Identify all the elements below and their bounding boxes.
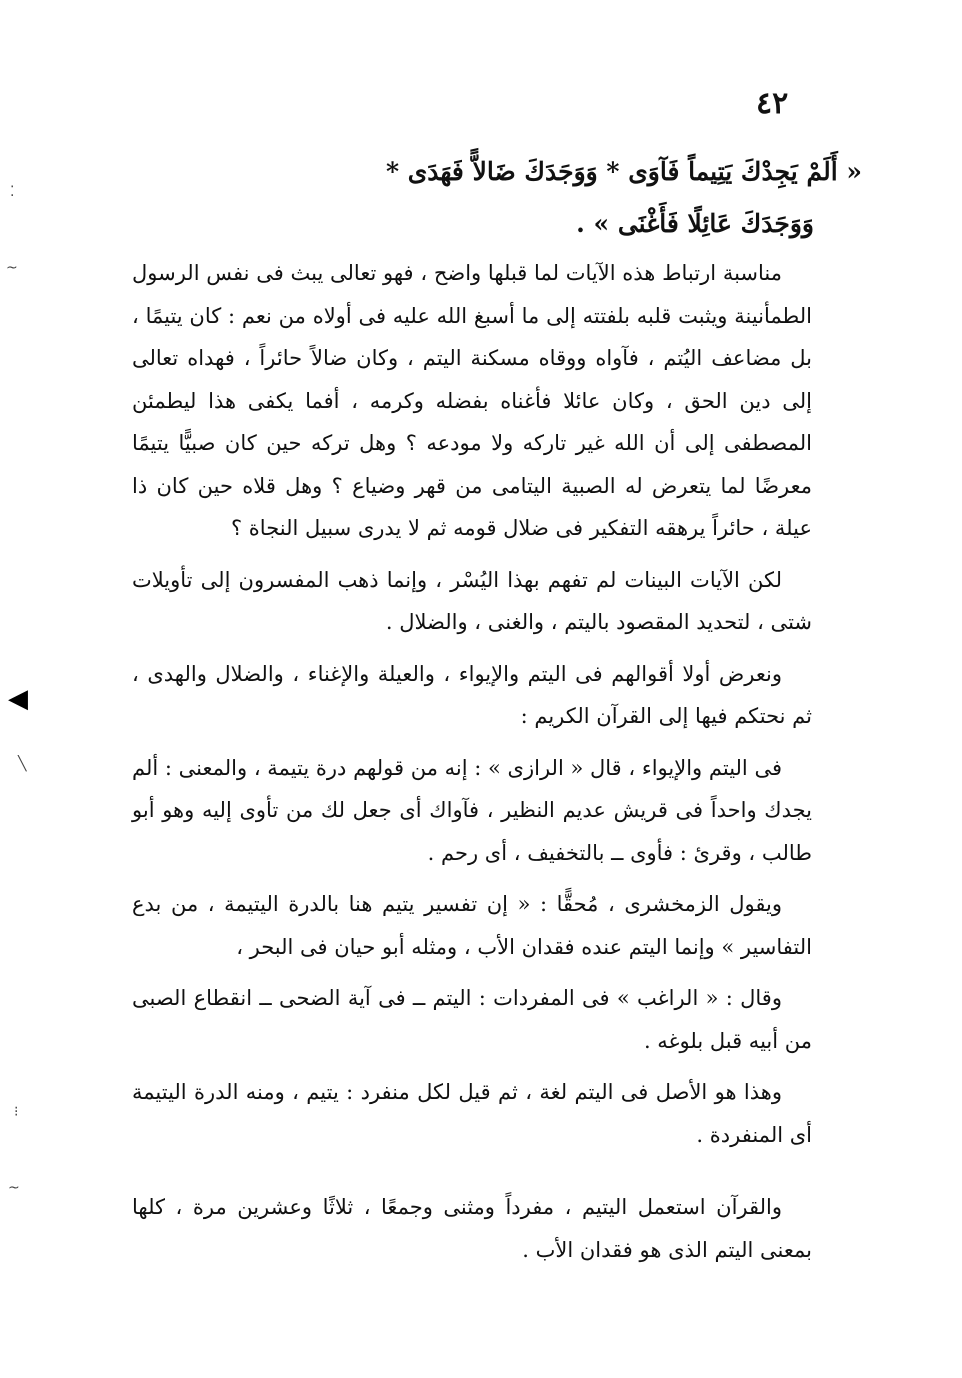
margin-speck: ~ — [6, 260, 18, 276]
paragraph-quran-usage: والقرآن استعمل اليتيم ، مفرداً ومثنى وجمعًا ، ثلاثًا وعشرين مرة ، كلها بمعنى اليتم الذى هو فقدان الأب . — [132, 1195, 812, 1262]
paragraph-interpretations: لكن الآيات البينات لم تفهم بهذا اليُسْر ، وإنما ذهب المفسرون إلى تأويلات شتى ، لتحديد المقصود باليتم ، والغنى ، والضلال . — [132, 567, 812, 634]
verse-line-1: « أَلَمْ يَجِدْكَ يَتِيماً فَآوَى * وَوَجَدَكَ ضَالاًّ فَهَدَى * — [385, 157, 862, 186]
page-number: ٤٢ — [756, 86, 789, 121]
paragraph-plan: ونعرض أولا أقوالهم فى اليتم والإيواء ، والعيلة والإغناء ، والضلال والهدى ، ثم نحتكم فيها إلى القرآن الكريم : — [132, 661, 812, 728]
margin-speck: ⁝ — [14, 1104, 19, 1120]
margin-speck: ⁚ — [10, 184, 15, 200]
body-text — [132, 252, 812, 1280]
paragraph-origin: وهذا هو الأصل فى اليتم لغة ، ثم قيل لكل منفرد : يتيم ، ومنه الدرة اليتيمة أى المنفردة . — [132, 1080, 812, 1147]
margin-speck: ╲ — [18, 756, 27, 772]
verse-line-2: وَوَجَدَكَ عَائِلًا فَأَغْنَى » . — [576, 209, 814, 238]
paragraph-raghib: وقال : « الراغب » فى المفردات : اليتم ــ فى آية الضحى ــ انقطاع الصبى من أبيه قبل بلوغه . — [132, 986, 812, 1053]
quran-verse — [122, 146, 862, 250]
paragraph-context: مناسبة ارتباط هذه الآيات لما قبلها واضح ، فهو تعالى يبث فى نفس الرسول الطمأنينة ويثبت قلبه بلفتته إلى ما أسبغ الله عليه فى أولاه من نعم : كان يتيمًا ، بل مضاعف اليُتم ، فآواه ووقاه مسكنة اليتم ، وكان ضالاً حائراً ، فهداه تعالى إلى دين الحق ، وكان عائلا فأغناه بفضله وكرمه ، أفما يكفى هذا ليطمئن المصطفى إلى أن الله غير تاركه ولا مودعه ؟ وهل تركه حين كان صبيًّا يتيمًا معرضًا لما يتعرض له الصبية اليتامى من قهر وضياع ؟ وهل قلاه حين كان ذا عيلة ، حائراً يرهقه التفكير فى ضلال قومه ثم لا يدرى سبيل النجاة ؟ — [132, 261, 812, 540]
paragraph-zamakhshari: ويقول الزمخشرى ، مُحقًّا : « إن تفسير يتيم هنا بالدرة اليتيمة ، من بدع التفاسير » وإنما اليتم عنده فقدان الأب ، ومثله أبو حيان فى البحر ، — [132, 892, 812, 959]
margin-arrow-mark: ◀ — [8, 684, 28, 714]
paragraph-razi: فى اليتم والإيواء ، قال « الرازى » : إنه من قولهم درة يتيمة ، والمعنى : ألم يجدك واحداً فى قريش عديم النظير ، فآواك أى جعل لك من تأوى إليه وهو أبو طالب ، وقرئ : فأوى ــ بالتخفيف ، أى رحم . — [132, 755, 812, 865]
margin-speck: ~ — [8, 1180, 20, 1196]
